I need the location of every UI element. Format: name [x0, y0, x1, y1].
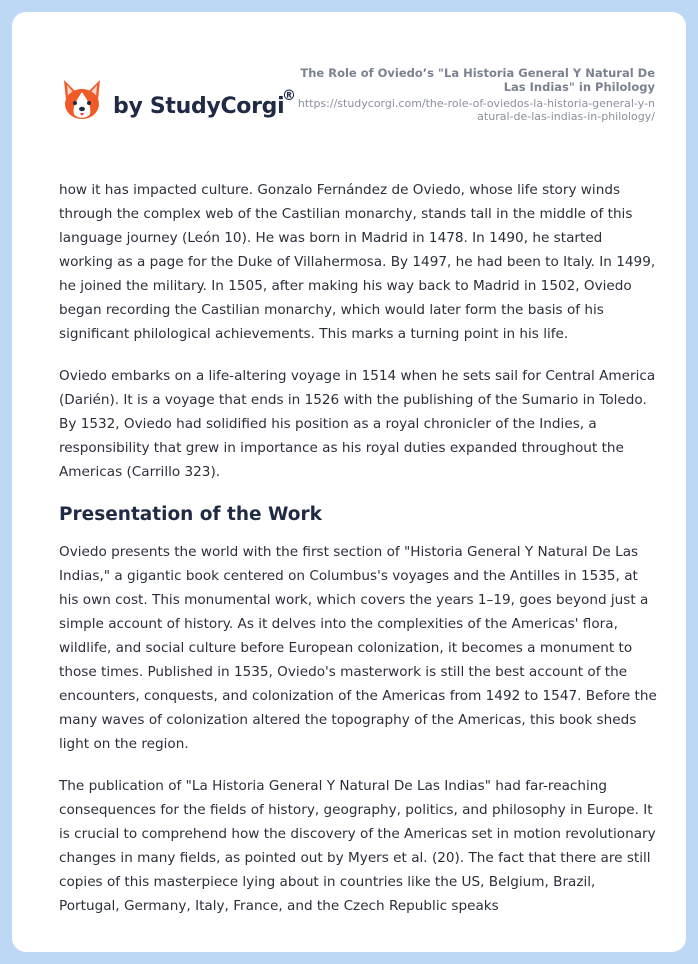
paragraph: Oviedo embarks on a life-altering voyage in 1514 when he sets sail for Central America (Darién). It is a voyage that ends in 1526 with the publishing of the Sumario in Toledo. By 1532, Oviedo had solidified his position as a royal chronicler of the Indies, a responsibility that grew in importance as his royal duties expanded throughout the Americas (Carrillo 323). — [59, 368, 656, 480]
document-url[interactable]: https://studycorgi.com/the-role-of-oviedos-la-historia-general-y-natural-de-las-indias-in-philology/ — [297, 97, 655, 123]
document-title: The Role of Oviedo’s "La Historia General Y Natural De Las Indias" in Philology — [300, 66, 655, 94]
registered-mark: ® — [282, 88, 296, 104]
article-body — [59, 178, 659, 936]
page-card — [12, 12, 686, 952]
section-heading: Presentation of the Work — [59, 504, 322, 525]
paragraph: Oviedo presents the world with the first section of "Historia General Y Natural De Las Indias," a gigantic book centered on Columbus's voyages and the Antilles in 1535, at his own cost. This monumental work, which covers the years 1–19, goes beyond just a simple account of history. As it delves into the complexities of the Americas' flora, wildlife, and social culture before European colonization, it becomes a monument to those times. Published in 1535, Oviedo's masterwork is still the best account of the encounters, conquests, and colonization of the Americas from 1492 to 1547. Before the many waves of colonization altered the topography of the Americas, this book sheds light on the region. — [59, 544, 657, 752]
brand-name: by StudyCorgi — [113, 94, 285, 119]
document-header — [295, 66, 655, 123]
paragraph: how it has impacted culture. Gonzalo Fernández de Oviedo, whose life story winds through the complex web of the Castilian monarchy, stands tall in the middle of this language journey (León 10). He was born in Madrid in 1478. In 1490, he started working as a page for the Duke of Villahermosa. By 1497, he had been to Italy. In 1499, he joined the military. In 1505, after making his way back to Madrid in 1502, Oviedo began recording the Castilian monarchy, which would later form the basis of his significant philological achievements. This marks a turning point in his life. — [59, 182, 656, 342]
corgi-logo-icon — [60, 76, 104, 126]
paragraph: The publication of "La Historia General Y Natural De Las Indias" had far-reaching consequences for the fields of history, geography, politics, and philosophy in Europe. It is crucial to comprehend how the discovery of the Americas set in motion revolutionary changes in many fields, as pointed out by Myers et al. (20). The fact that there are still copies of this masterpiece lying about in countries like the US, Belgium, Brazil, Portugal, Germany, Italy, France, and the Czech Republic speaks — [59, 778, 656, 914]
studycorgi-logo[interactable] — [60, 76, 320, 140]
